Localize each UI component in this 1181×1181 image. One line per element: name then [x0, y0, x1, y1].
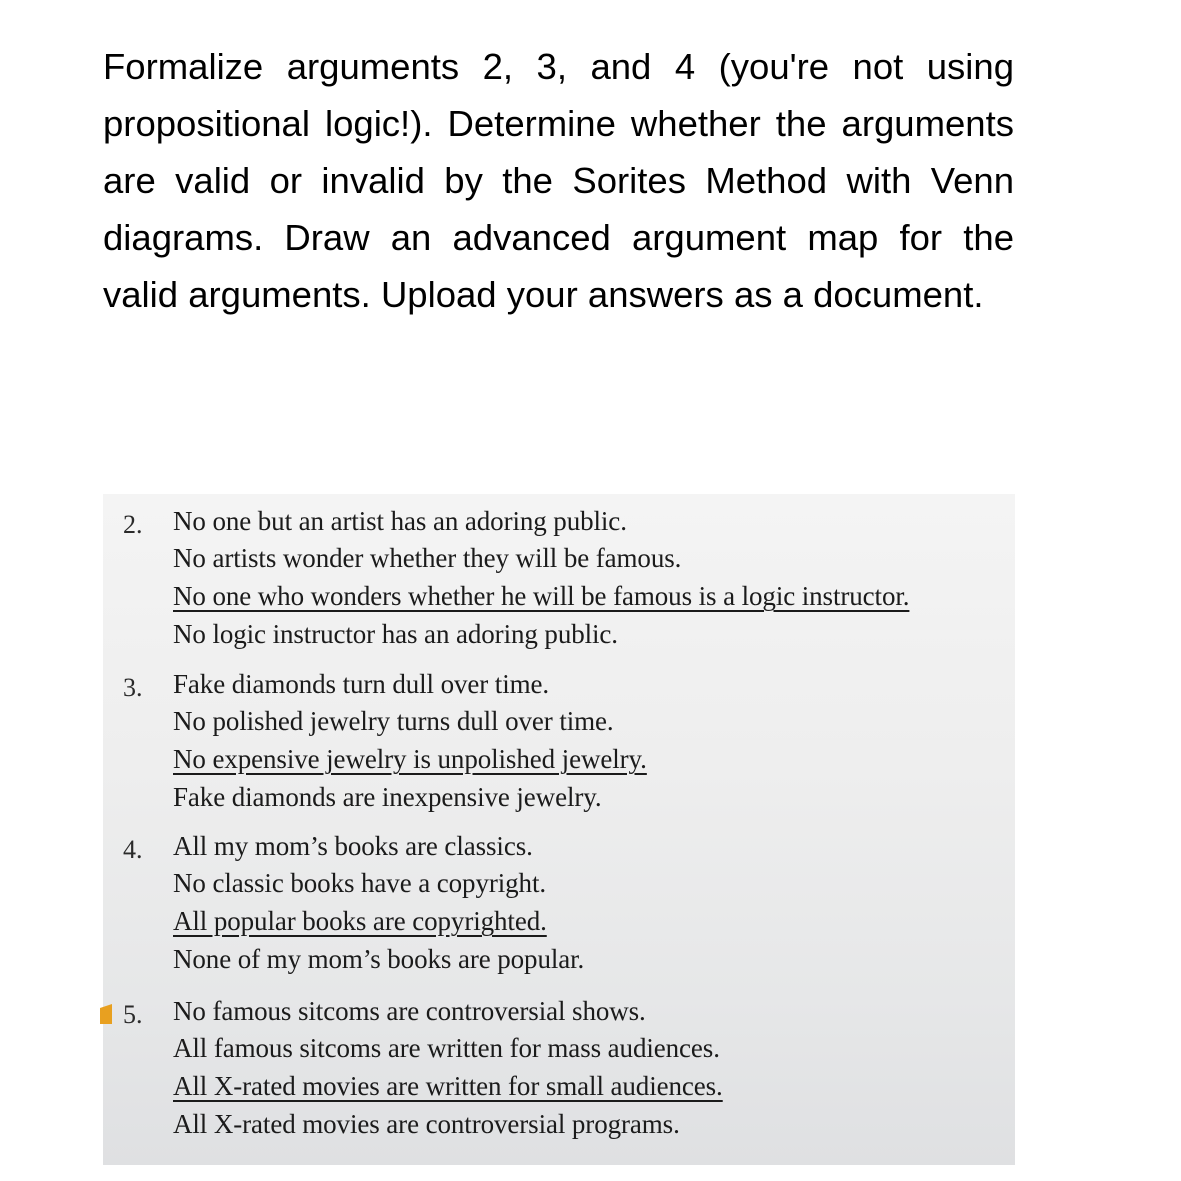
textbook-excerpt: [103, 494, 1015, 1165]
premise-1: All my mom’s books are classics.: [173, 831, 533, 861]
argument-number: 2.: [123, 510, 143, 539]
premise-3: No expensive jewelry is unpolished jewelry.: [173, 744, 647, 774]
premise-2: All famous sitcoms are written for mass audiences.: [173, 1033, 720, 1063]
instructions-text: Formalize arguments 2, 3, and 4 (you're not using propositional logic!). Determine whether the arguments are valid or invalid by the Sorites Method with Venn diagrams. Draw an advanced argument map for the valid arguments. Upload your answers as a document.: [103, 46, 1014, 315]
conclusion: All X-rated movies are controversial programs.: [173, 1109, 680, 1139]
premise-3: No one who wonders whether he will be famous is a logic instructor.: [173, 581, 910, 611]
conclusion: No logic instructor has an adoring public.: [173, 619, 618, 649]
argument-number: 4.: [123, 835, 143, 864]
bookmark-marker-icon: [100, 1004, 112, 1024]
premise-1: Fake diamonds turn dull over time.: [173, 669, 550, 699]
premise-2: No classic books have a copyright.: [173, 868, 547, 898]
conclusion: None of my mom’s books are popular.: [173, 944, 585, 974]
premise-3: All popular books are copyrighted.: [173, 906, 547, 936]
premise-2: No polished jewelry turns dull over time.: [173, 706, 614, 736]
premise-2: No artists wonder whether they will be famous.: [173, 543, 682, 573]
premise-1: No one but an artist has an adoring public.: [173, 506, 627, 536]
conclusion: Fake diamonds are inexpensive jewelry.: [173, 782, 602, 812]
premise-1: No famous sitcoms are controversial shows.: [173, 996, 646, 1026]
argument-number: 3.: [123, 673, 143, 702]
premise-3: All X-rated movies are written for small audiences.: [173, 1071, 723, 1101]
argument-number: 5.: [123, 1000, 143, 1029]
